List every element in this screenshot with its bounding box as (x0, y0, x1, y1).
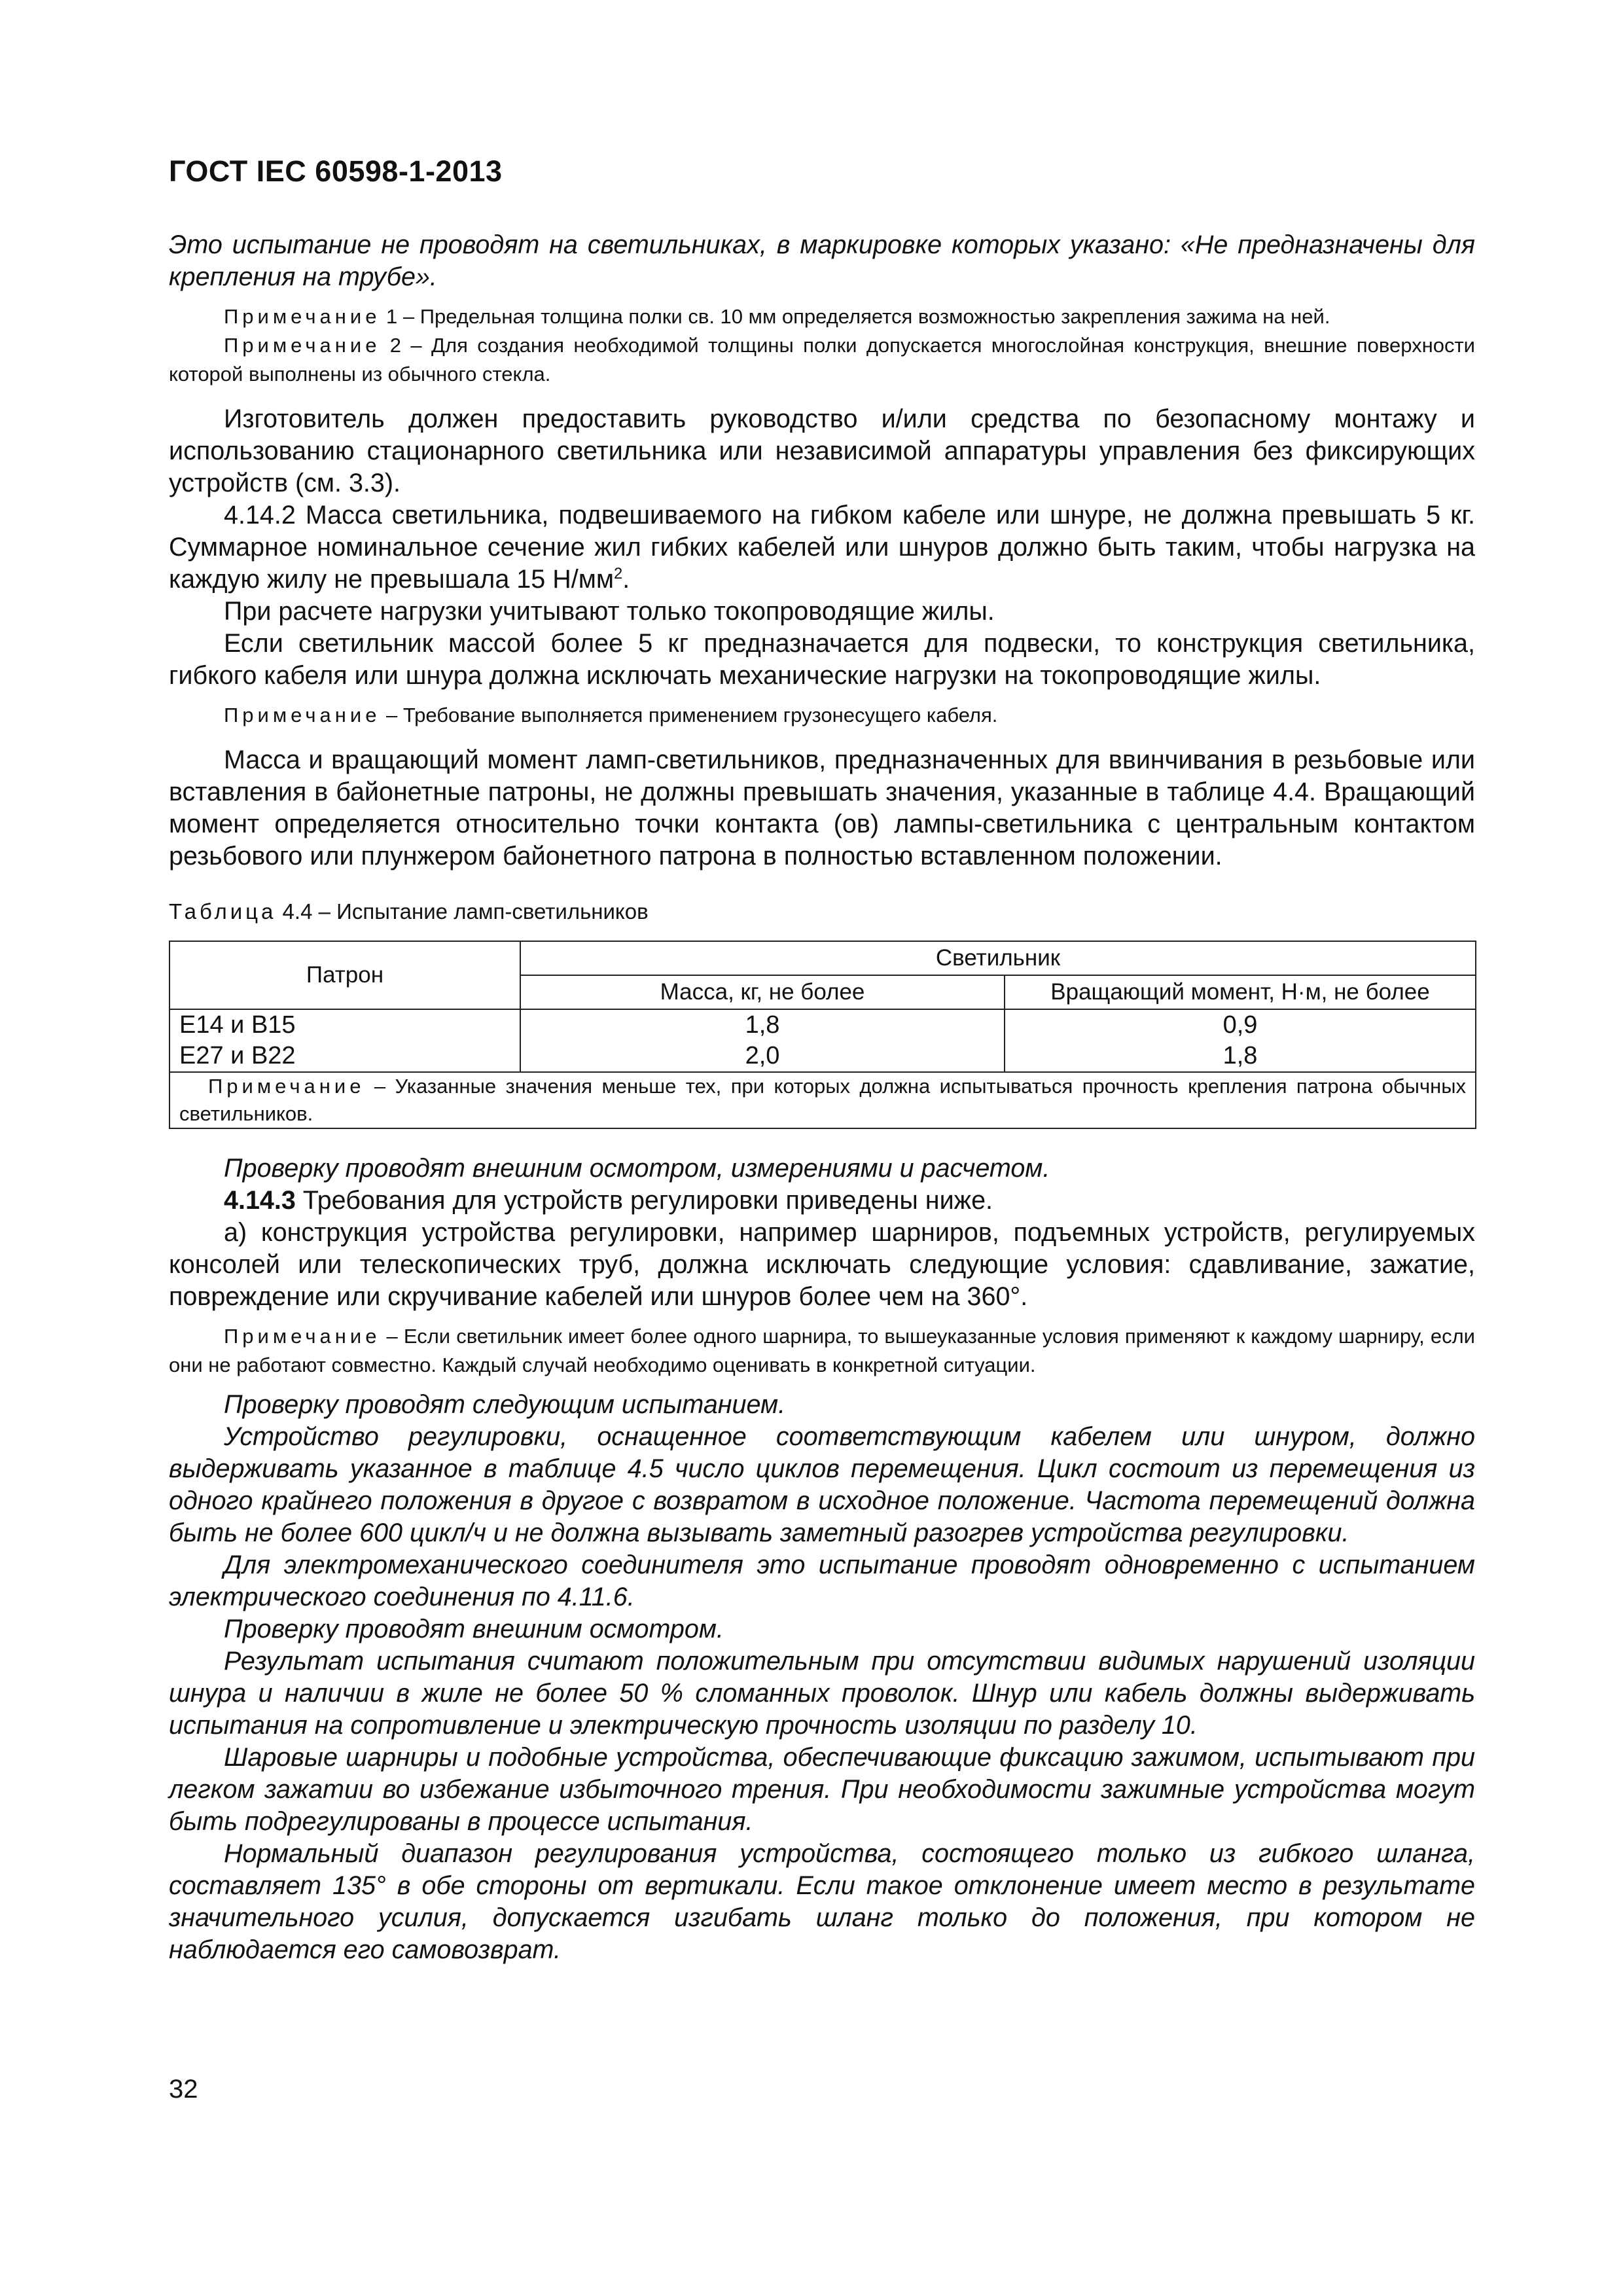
torque-cell (1005, 1009, 1476, 1072)
clause-text: Требования для устройств регулировки приведены ниже. (295, 1186, 993, 1215)
paragraph: Устройство регулировки, оснащенное соответствующим кабелем или шнуром, должно выдерживать указанное в таблице 4.5 число циклов перемещения. Цикл состоит из перемещения из одного крайнего положения в другое с возвратом в исходное положение. Частота перемещений должна быть не более 600 цикл/ч и не должна вызывать заметный разогрев устройства регулировки. (169, 1422, 1475, 1547)
note (169, 302, 1475, 331)
note-label: Примечание (224, 704, 381, 726)
clause-number: 4.14.3 (224, 1186, 296, 1215)
lamp-test-table (169, 941, 1476, 1129)
caption-label: Таблица (169, 899, 277, 924)
header-torque: Вращающий момент, Н·м, не более (1005, 975, 1476, 1009)
table-data (169, 1009, 1476, 1072)
note-label: Примечание (224, 334, 381, 357)
page-number: 32 (169, 2075, 198, 2104)
note (169, 331, 1475, 389)
paragraph: Проверку проводят следующим испытанием. (224, 1390, 786, 1419)
cell-value: E27 и B22 (179, 1042, 296, 1069)
header-luminaire: Светильник (520, 941, 1476, 975)
paragraph: Для электромеханического соединителя это испытание проводят одновременно с испытанием электрического соединения по 4.11.6. (169, 1551, 1475, 1611)
caption-text: 4.4 – Испытание ламп-светильников (276, 899, 649, 924)
note (169, 701, 1475, 730)
note-label: Примечание (224, 305, 381, 328)
clause-text: 4.14.2 Масса светильника, подвешиваемого на гибком кабеле или шнуре, не должна превышать 5 кг. Суммарное номинальное сечение жил гибких кабелей или шнуров должно быть таким, чтобы нагрузка на каждую жилу не превышала 15 Н/мм (169, 501, 1475, 594)
paragraph (169, 1185, 1475, 1217)
page-content (169, 229, 1475, 1966)
paragraph: Нормальный диапазон регулирования устройства, состоящего только из гибкого шланга, составляет 135° в обе стороны от вертикали. Если такое отклонение имеет место в результате значительного усилия, допускается изгибать шланг только до положения, при котором не наблюдается его самовозврат. (169, 1839, 1475, 1964)
paragraph: При расчете нагрузки учитывают только токопроводящие жилы. (224, 597, 995, 626)
note-text: 2 – Для создания необходимой толщины полки допускается многослойная конструкция, внешние поверхности которой выполнены из обычного стекла. (169, 334, 1475, 386)
mass-cell (520, 1009, 1005, 1072)
note-text: – Требование выполняется применением грузонесущего кабеля. (380, 704, 998, 726)
table-caption (169, 897, 1475, 926)
paragraph: Проверку проводят внешним осмотром, измерениями и расчетом. (224, 1154, 1050, 1183)
cell-value: 2,0 (745, 1042, 780, 1069)
paragraph: Изготовитель должен предоставить руководство и/или средства по безопасному монтажу и использованию стационарного светильника или независимой аппаратуры управления без фиксирующих устройств (см. 3.3). (169, 404, 1475, 497)
cell-value: 1,8 (1222, 1042, 1258, 1069)
clause-end: . (622, 565, 630, 594)
cell-value: 1,8 (745, 1011, 780, 1039)
note-text: – Указанные значения меньше тех, при которых должна испытываться прочность крепления патрона обычных светильников. (179, 1075, 1466, 1125)
header-socket: Патрон (169, 941, 520, 1009)
header-mass: Масса, кг, не более (520, 975, 1005, 1009)
paragraph (169, 499, 1475, 596)
socket-cell (169, 1009, 520, 1072)
note-text: 1 – Предельная толщина полки св. 10 мм определяется возможностью закрепления зажима на ней. (380, 305, 1330, 328)
note-label: Примечание (208, 1075, 365, 1098)
paragraph: Результат испытания считают положительным при отсутствии видимых нарушений изоляции шнура и наличии в жиле не более 50 % сломанных проволок. Шнур или кабель должны выдерживать испытания на сопротивление и электрическую прочность изоляции по разделу 10. (169, 1647, 1475, 1740)
table-note (169, 1072, 1476, 1128)
cell-value: 0,9 (1222, 1011, 1258, 1039)
paragraph: Проверку проводят внешним осмотром. (224, 1615, 724, 1643)
note-text: – Если светильник имеет более одного шарнира, то вышеуказанные условия применяют к каждому шарниру, если они не работают совместно. Каждый случай необходимо оценивать в конкретной ситуации. (169, 1325, 1475, 1376)
paragraph: Шаровые шарниры и подобные устройства, обеспечивающие фиксацию зажимом, испытывают при легком зажатии во избежание избыточного трения. При необходимости зажимные устройства могут быть подрегулированы в процессе испытания. (169, 1743, 1475, 1836)
note-label: Примечание (224, 1325, 381, 1348)
paragraph: Если светильник массой более 5 кг предназначается для подвески, то конструкция светильника, гибкого кабеля или шнура должна исключать механические нагрузки на токопроводящие жилы. (169, 629, 1475, 690)
note (169, 1322, 1475, 1380)
paragraph: а) конструкция устройства регулировки, например шарниров, подъемных устройств, регулируемых консолей или телескопических труб, должна исключать следующие условия: сдавливание, зажатие, повреждение или скручивание кабелей или шнуров более чем на 360°. (169, 1218, 1475, 1311)
paragraph: Масса и вращающий момент ламп-светильников, предназначенных для ввинчивания в резьбовые или вставления в байонетные патроны, не должны превышать значения, указанные в таблице 4.4. Вращающий момент определяется относительно точки контакта (ов) лампы-светильника с центральным контактом резьбового или плунжером байонетного патрона в полностью вставленном положении. (169, 745, 1475, 870)
paragraph: Это испытание не проводят на светильниках, в маркировке которых указано: «Не предназначены для крепления на трубе». (169, 230, 1475, 291)
superscript: 2 (614, 565, 623, 583)
cell-value: E14 и B15 (179, 1011, 296, 1039)
document-code: ГОСТ IEC 60598-1-2013 (169, 154, 503, 188)
